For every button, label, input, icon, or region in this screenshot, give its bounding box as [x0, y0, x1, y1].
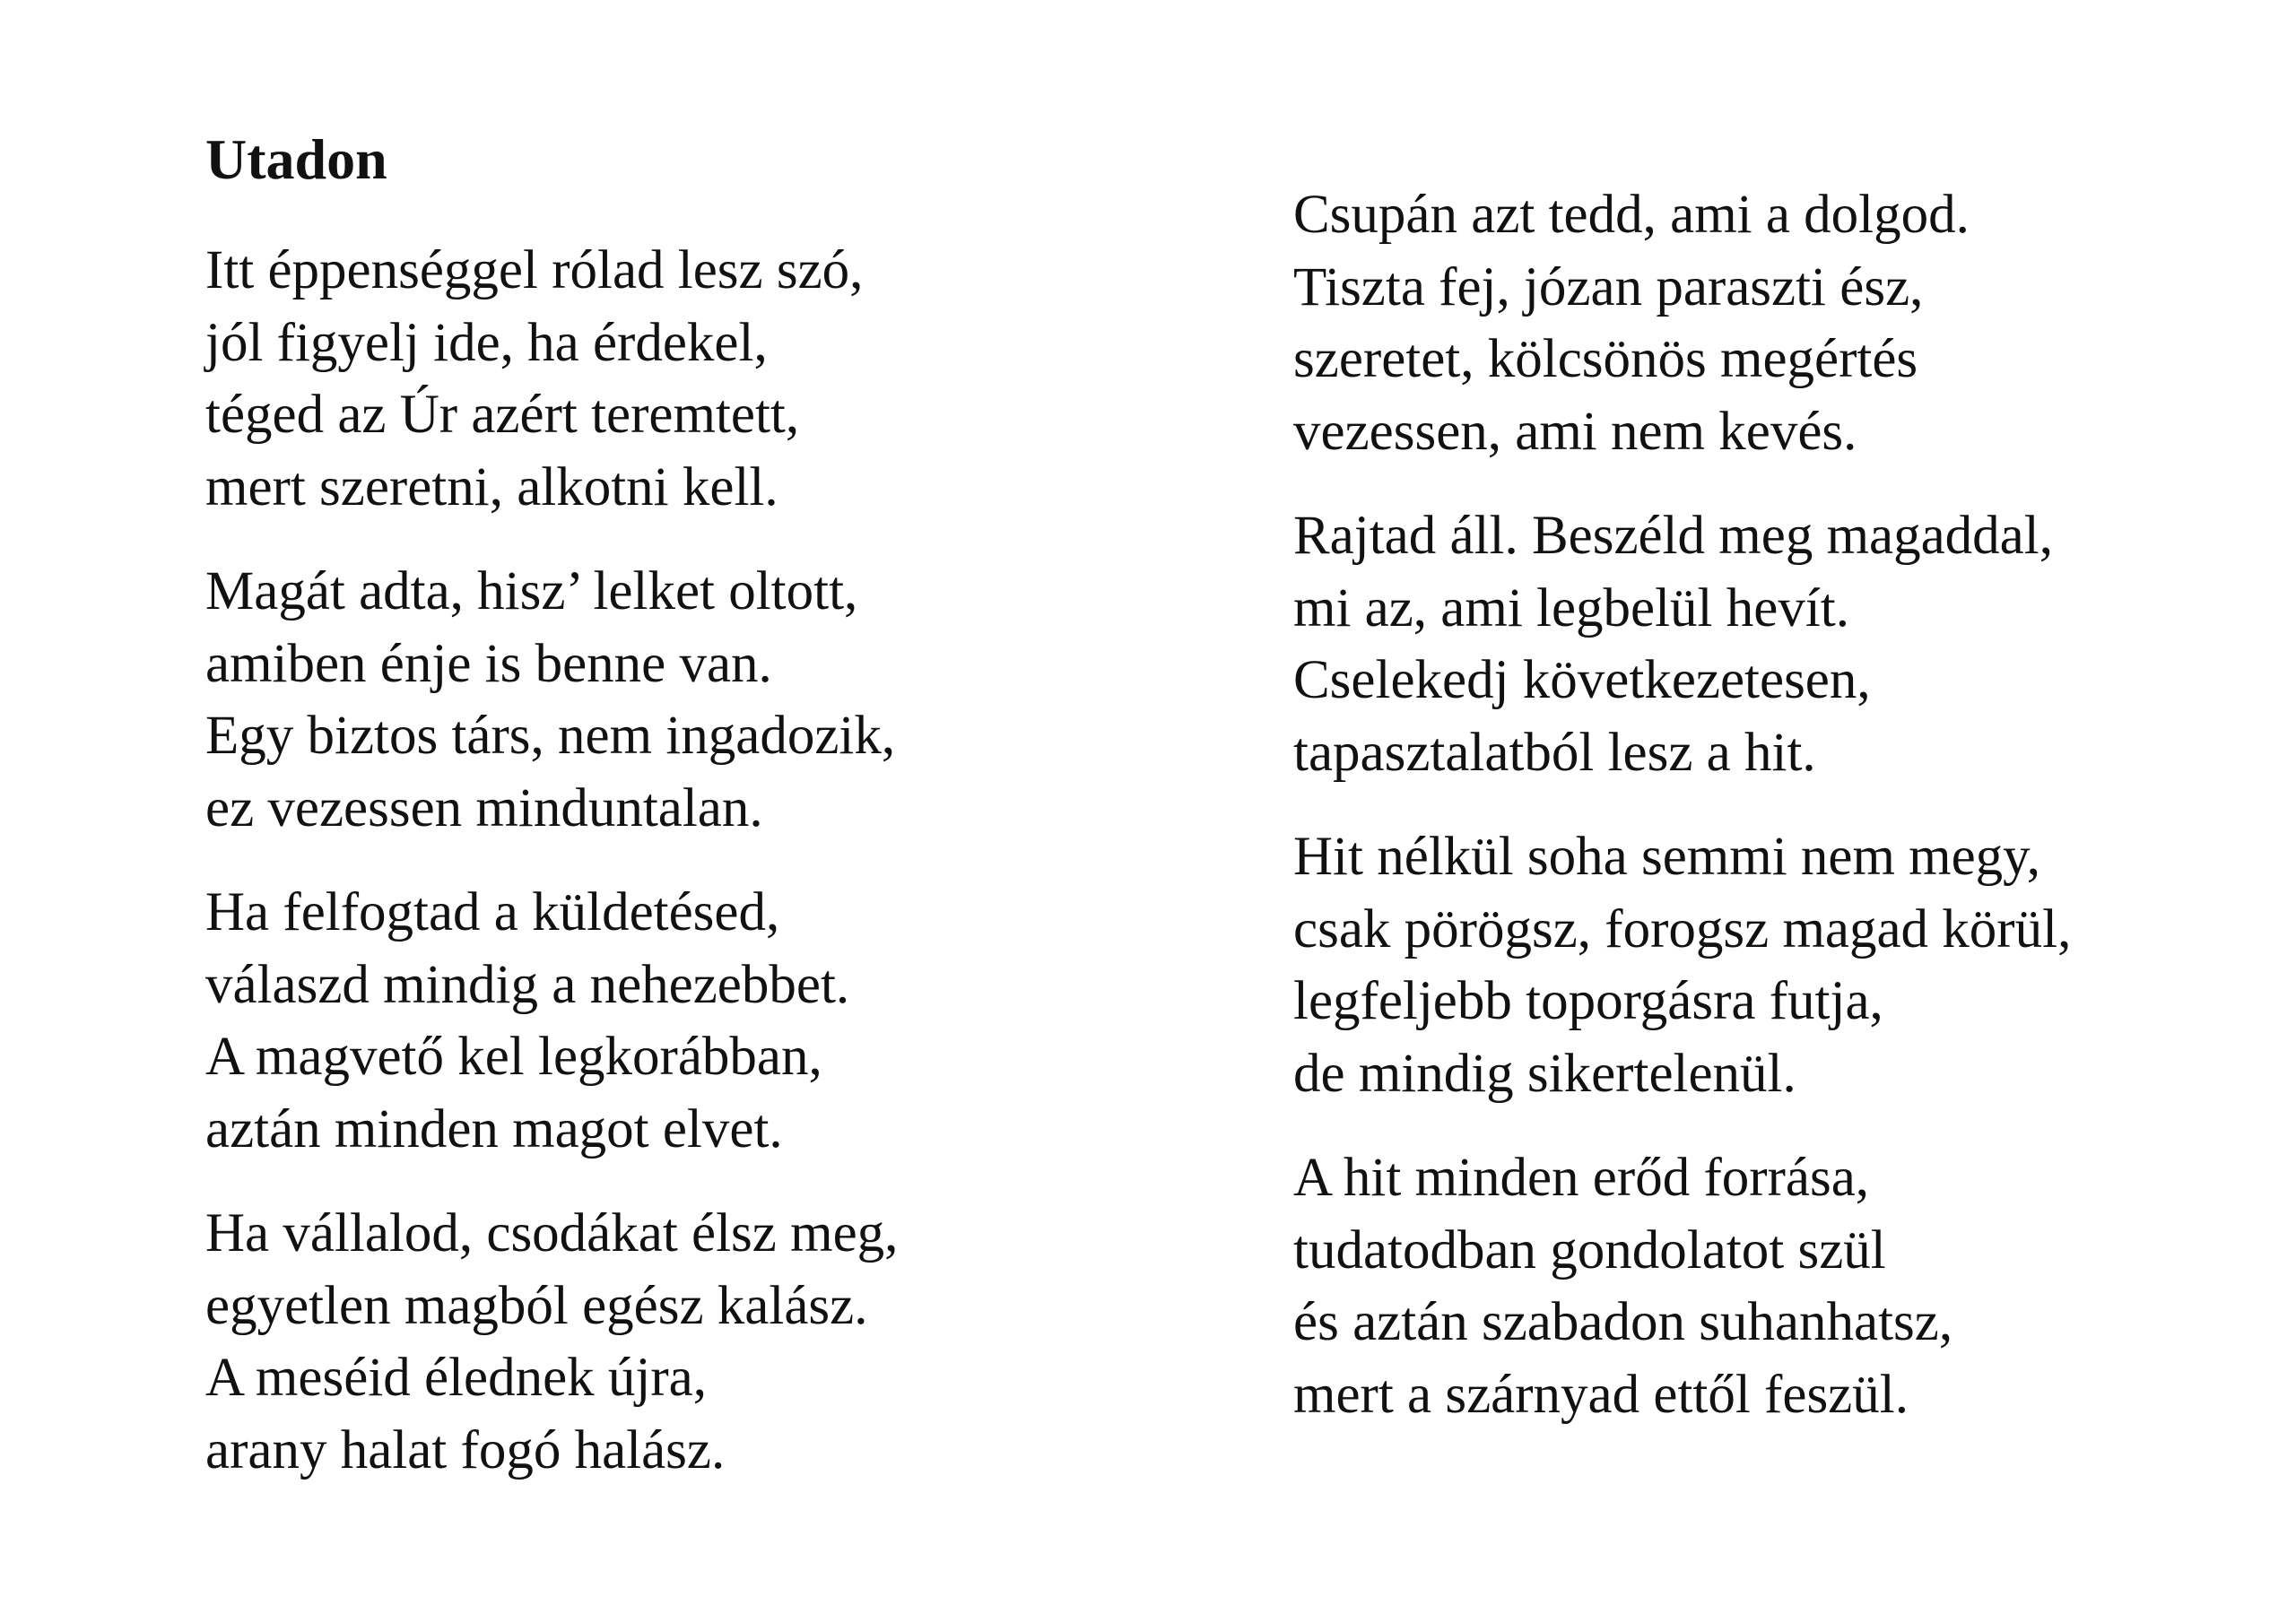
poem-line: arany halat fogó halász. — [205, 1419, 726, 1480]
stanza-3 — [205, 877, 1102, 1166]
stanza-2 — [205, 556, 1102, 845]
poem-line: ez vezessen minduntalan. — [205, 777, 763, 838]
poem-line: egyetlen magból egész kalász. — [205, 1275, 868, 1336]
poem-line: Ha vállalod, csodákat élsz meg, — [205, 1203, 899, 1263]
stanza-6 — [1293, 500, 2280, 789]
stanza-5 — [1293, 179, 2280, 468]
poem-line: téged az Úr azért teremtett, — [205, 385, 800, 445]
right-column — [1293, 179, 2280, 1463]
poem-line: Egy biztos társ, nem ingadozik, — [205, 706, 896, 766]
stanza-7 — [1293, 821, 2280, 1110]
poem-line: tudatodban gondolatot szül — [1293, 1219, 1886, 1280]
poem-line: A meséid élednek újra, — [205, 1348, 707, 1408]
poem-line: és aztán szabadon suhanhatsz, — [1293, 1292, 1953, 1352]
poem-line: tapasztalatból lesz a hit. — [1293, 722, 1816, 783]
poem-line: A magvető kel legkorábban, — [205, 1027, 822, 1087]
poem-line: Ha felfogtad a küldetésed, — [205, 882, 780, 942]
stanza-1 — [205, 235, 1102, 524]
poem-line: aztán minden magot elvet. — [205, 1098, 783, 1159]
poem-line: Itt éppenséggel rólad lesz szó, — [205, 240, 864, 300]
poem-line: Rajtad áll. Beszéld meg magaddal, — [1293, 506, 2053, 566]
poem-line: mert szeretni, alkotni kell. — [205, 456, 778, 517]
stanza-8 — [1293, 1142, 2280, 1431]
poem-line: Cselekedj következetesen, — [1293, 650, 1871, 710]
poem-line: de mindig sikertelenül. — [1293, 1043, 1796, 1104]
poem-line: Hit nélkül soha semmi nem megy, — [1293, 827, 2040, 887]
poem-line: Csupán azt tedd, ami a dolgod. — [1293, 185, 1970, 245]
poem-line: amiben énje is benne van. — [205, 633, 772, 694]
poem-line: vezessen, ami nem kevés. — [1293, 401, 1857, 462]
poem-line: csak pörögsz, forogsz magad körül, — [1293, 898, 2072, 959]
poem-line: mert a szárnyad ettől feszül. — [1293, 1364, 1909, 1425]
poem-line: szeretet, kölcsönös megértés — [1293, 329, 1918, 389]
stanza-4 — [205, 1198, 1102, 1487]
poem-line: Tiszta fej, józan paraszti ész, — [1293, 256, 1924, 317]
poem-line: válaszd mindig a nehezebbet. — [205, 954, 850, 1015]
poem-line: legfeljebb toporgásra futja, — [1293, 971, 1883, 1031]
poem-line: A hit minden erőd forrása, — [1293, 1148, 1870, 1208]
poem-line: Magát adta, hisz’ lelket oltott, — [205, 561, 858, 621]
poem-line: mi az, ami legbelül hevít. — [1293, 577, 1849, 638]
left-column — [205, 124, 1102, 1519]
poem-line: jól figyelj ide, ha érdekel, — [205, 312, 768, 373]
poem-title: Utadon — [205, 127, 387, 191]
